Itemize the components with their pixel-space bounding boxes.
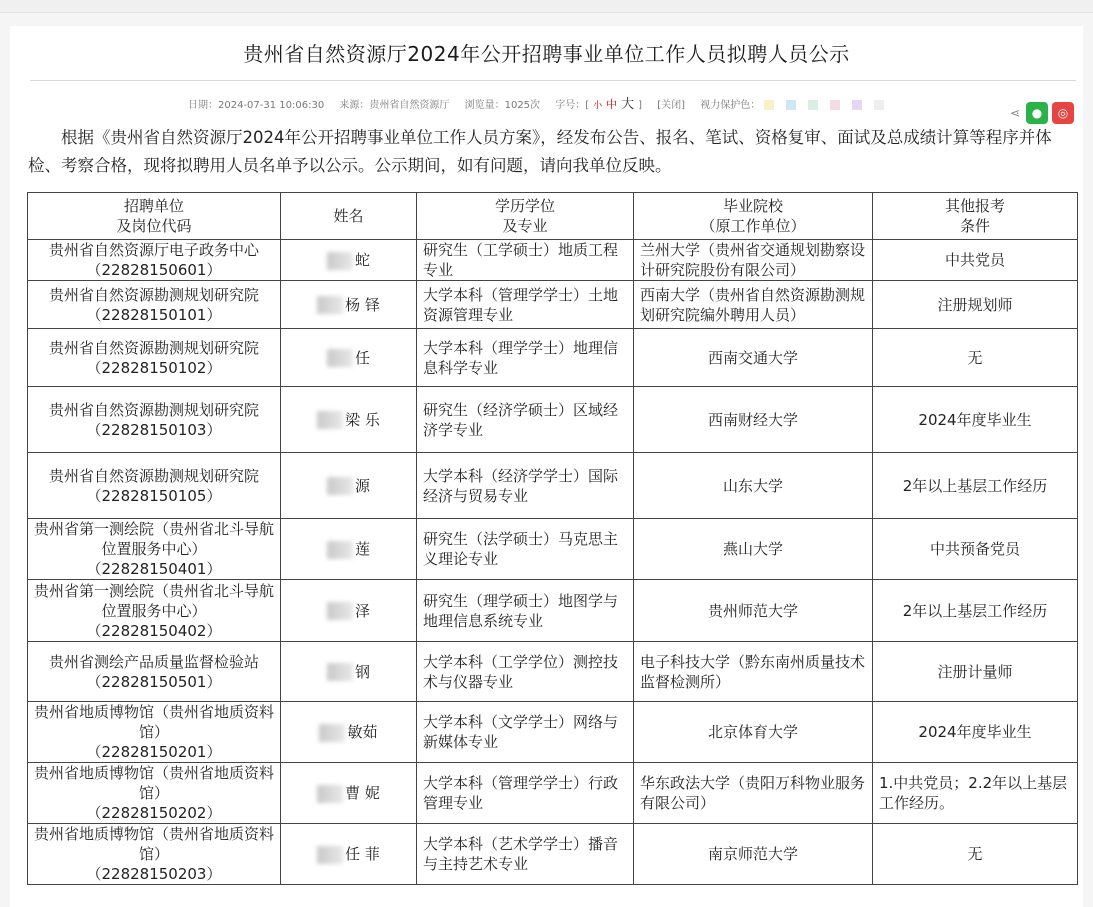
name-cell xyxy=(281,281,417,329)
unit-cell xyxy=(28,824,281,885)
redaction-mask xyxy=(327,602,353,620)
name-cell xyxy=(281,642,417,702)
candidate-name: 梁 乐 xyxy=(345,410,380,429)
unit-cell xyxy=(28,240,281,281)
redaction-mask xyxy=(317,411,343,429)
redaction-mask xyxy=(317,785,343,803)
school-cell: 北京体育大学 xyxy=(634,702,873,763)
column-header xyxy=(634,193,873,240)
education-cell: 大学本科（管理学学士）土地资源管理专业 xyxy=(417,281,634,329)
school-cell: 贵州师范大学 xyxy=(634,580,873,642)
table-row xyxy=(28,824,1078,885)
condition-cell: 注册规划师 xyxy=(873,281,1078,329)
table-row xyxy=(28,519,1078,580)
eye-care-swatch[interactable] xyxy=(786,100,796,110)
name-cell xyxy=(281,702,417,763)
post-code: （22828150501） xyxy=(86,672,222,691)
unit-cell xyxy=(28,580,281,642)
table-row xyxy=(28,329,1078,387)
education-cell: 研究生（理学硕士）地图学与地理信息系统专业 xyxy=(417,580,634,642)
eye-care-swatch[interactable] xyxy=(830,100,840,110)
unit-cell xyxy=(28,453,281,519)
unit-name: 贵州省地质博物馆（贵州省地质资料馆） xyxy=(34,825,275,863)
column-header-line: 及岗位代码 xyxy=(116,217,192,235)
table-row xyxy=(28,702,1078,763)
post-code: （22828150601） xyxy=(86,261,222,279)
column-header xyxy=(281,193,417,240)
unit-cell xyxy=(28,281,281,329)
school-cell: 西南大学（贵州省自然资源勘测规划研究院编外聘用人员） xyxy=(634,281,873,329)
unit-name: 贵州省自然资源勘测规划研究院 xyxy=(48,338,259,357)
name-cell xyxy=(281,824,417,885)
eye-care-swatch[interactable] xyxy=(808,100,818,110)
page-title: 贵州省自然资源厅2024年公开招聘事业单位工作人员拟聘人员公示 xyxy=(243,42,850,66)
unit-name: 贵州省自然资源勘测规划研究院 xyxy=(48,400,259,419)
education-cell: 大学本科（工学学位）测控技术与仪器专业 xyxy=(417,642,634,702)
table-row xyxy=(28,240,1078,281)
name-cell xyxy=(281,453,417,519)
condition-cell: 中共预备党员 xyxy=(873,519,1078,580)
column-header xyxy=(28,193,281,240)
weibo-icon[interactable]: ◎ xyxy=(1052,102,1074,124)
column-header-line: 条件 xyxy=(959,217,990,235)
unit-cell xyxy=(28,642,281,702)
redaction-mask xyxy=(317,846,343,864)
column-header xyxy=(417,193,634,240)
post-code: （22828150203） xyxy=(86,865,222,883)
unit-name: 贵州省测绘产品质量监督检验站 xyxy=(48,652,259,671)
table-row xyxy=(28,763,1078,824)
education-cell: 大学本科（文学学士）网络与新媒体专业 xyxy=(417,702,634,763)
post-code: （22828150402） xyxy=(86,621,222,640)
source-info: 来源：贵州省自然资源厅 xyxy=(339,100,450,111)
name-cell xyxy=(281,240,417,281)
title-divider xyxy=(30,80,1076,81)
post-code: （22828150105） xyxy=(86,486,222,505)
condition-cell: 2024年度毕业生 xyxy=(873,702,1078,763)
post-code: （22828150401） xyxy=(86,560,222,578)
column-header-line: 毕业院校 xyxy=(722,197,783,215)
condition-cell: 无 xyxy=(873,824,1078,885)
candidate-name: 源 xyxy=(354,476,370,495)
unit-name: 贵州省地质博物馆（贵州省地质资料馆） xyxy=(34,703,275,741)
candidate-name: 曹 妮 xyxy=(345,784,380,802)
unit-name: 贵州省第一测绘院（贵州省北斗导航位置服务中心） xyxy=(34,581,275,620)
condition-cell: 2024年度毕业生 xyxy=(873,387,1078,453)
education-cell: 研究生（经济学硕士）区域经济学专业 xyxy=(417,387,634,453)
education-cell: 大学本科（经济学学士）国际经济与贸易专业 xyxy=(417,453,634,519)
column-header-line: （原工作单位） xyxy=(700,217,806,235)
close-link[interactable]: [关闭] xyxy=(657,100,686,111)
school-cell: 南京师范大学 xyxy=(634,824,873,885)
share-bar xyxy=(1008,102,1074,124)
condition-cell: 1.中共党员；2.2年以上基层工作经历。 xyxy=(873,763,1078,824)
name-cell xyxy=(281,580,417,642)
candidate-name: 钢 xyxy=(354,662,370,681)
post-code: （22828150201） xyxy=(86,743,222,761)
table-row xyxy=(28,281,1078,329)
post-code: （22828150202） xyxy=(86,804,222,822)
views-info: 浏览量：1025次 xyxy=(464,100,541,111)
candidate-name: 蛇 xyxy=(354,251,370,269)
unit-cell xyxy=(28,702,281,763)
education-cell: 大学本科（理学学士）地理信息科学专业 xyxy=(417,329,634,387)
unit-name: 贵州省地质博物馆（贵州省地质资料馆） xyxy=(34,764,275,802)
font-size-control: 字号：[ 小 中 大 ] xyxy=(555,97,643,112)
font-small-button[interactable]: 小 xyxy=(593,101,603,111)
unit-name: 贵州省第一测绘院（贵州省北斗导航位置服务中心） xyxy=(34,520,275,558)
candidate-name: 莲 xyxy=(354,540,370,558)
name-cell xyxy=(281,329,417,387)
date-info: 日期：2024-07-31 10:06:30 xyxy=(188,100,325,111)
unit-cell xyxy=(28,763,281,824)
condition-cell: 2年以上基层工作经历 xyxy=(873,453,1078,519)
article-meta xyxy=(188,93,896,112)
name-cell xyxy=(281,387,417,453)
column-header-line: 姓名 xyxy=(333,207,364,225)
unit-cell xyxy=(28,329,281,387)
table-row xyxy=(28,642,1078,702)
unit-name: 贵州省自然资源勘测规划研究院 xyxy=(48,285,259,304)
wechat-icon[interactable]: ● xyxy=(1026,102,1048,124)
name-cell xyxy=(281,763,417,824)
unit-cell xyxy=(28,519,281,580)
condition-cell: 无 xyxy=(873,329,1078,387)
school-cell: 西南财经大学 xyxy=(634,387,873,453)
column-header-line: 学历学位 xyxy=(494,197,555,215)
redaction-mask xyxy=(319,724,345,742)
column-header-line: 其他报考 xyxy=(944,197,1005,215)
font-large-button[interactable]: 大 xyxy=(621,97,635,112)
candidate-name: 任 菲 xyxy=(345,845,380,863)
school-cell: 燕山大学 xyxy=(634,519,873,580)
post-code: （22828150102） xyxy=(86,358,222,377)
candidate-name: 敏茹 xyxy=(347,723,378,741)
education-cell: 大学本科（管理学学士）行政管理专业 xyxy=(417,763,634,824)
education-cell: 大学本科（艺术学学士）播音与主持艺术专业 xyxy=(417,824,634,885)
name-cell xyxy=(281,519,417,580)
unit-name: 贵州省自然资源厅电子政务中心 xyxy=(48,241,259,259)
candidate-name: 泽 xyxy=(354,601,370,620)
redaction-mask xyxy=(317,296,343,314)
article-page xyxy=(10,26,1083,907)
table-row xyxy=(28,387,1078,453)
school-cell: 华东政法大学（贵阳万科物业服务有限公司） xyxy=(634,763,873,824)
school-cell: 兰州大学（贵州省交通规划勘察设计研究院股份有限公司） xyxy=(634,240,873,281)
redaction-mask xyxy=(327,252,353,270)
redaction-mask xyxy=(327,477,353,495)
post-code: （22828150101） xyxy=(86,305,222,324)
unit-cell xyxy=(28,387,281,453)
education-cell: 研究生（工学硕士）地质工程专业 xyxy=(417,240,634,281)
post-code: （22828150103） xyxy=(86,420,222,439)
school-cell: 电子科技大学（黔东南州质量技术监督检测所） xyxy=(634,642,873,702)
column-header xyxy=(873,193,1078,240)
column-header-line: 招聘单位 xyxy=(123,197,184,215)
eye-care-swatch[interactable] xyxy=(764,100,774,110)
redaction-mask xyxy=(327,663,353,681)
column-header-line: 及专业 xyxy=(502,217,548,235)
education-cell: 研究生（法学硕士）马克思主义理论专业 xyxy=(417,519,634,580)
condition-cell: 注册计量师 xyxy=(873,642,1078,702)
table-header-row xyxy=(28,193,1078,240)
eye-care-swatches xyxy=(764,100,896,111)
unit-name: 贵州省自然资源勘测规划研究院 xyxy=(48,466,259,485)
table-row xyxy=(28,453,1078,519)
condition-cell: 2年以上基层工作经历 xyxy=(873,580,1078,642)
share-icon[interactable]: ⋖ xyxy=(1009,106,1021,120)
intro-paragraph: 根据《贵州省自然资源厅2024年公开招聘事业单位工作人员方案》，经发布公告、报名、笔试、资格复审、面试及总成绩计算等程序并体检、考察合格，现将拟聘用人员名单予以公示。公示期间，如有问题，请向我单位反映。 xyxy=(28,128,1052,175)
eye-care-swatch[interactable] xyxy=(874,100,884,110)
redaction-mask xyxy=(327,541,353,559)
candidate-table xyxy=(27,192,1078,885)
eye-care-label: 视力保护色： xyxy=(700,100,761,111)
browser-top-strip xyxy=(0,0,1093,13)
redaction-mask xyxy=(327,349,353,367)
condition-cell: 中共党员 xyxy=(873,240,1078,281)
candidate-name: 任 xyxy=(354,348,370,367)
eye-care-swatch[interactable] xyxy=(852,100,862,110)
school-cell: 山东大学 xyxy=(634,453,873,519)
school-cell: 西南交通大学 xyxy=(634,329,873,387)
font-medium-button[interactable]: 中 xyxy=(606,98,618,111)
candidate-name: 杨 铎 xyxy=(345,295,380,314)
table-row xyxy=(28,580,1078,642)
